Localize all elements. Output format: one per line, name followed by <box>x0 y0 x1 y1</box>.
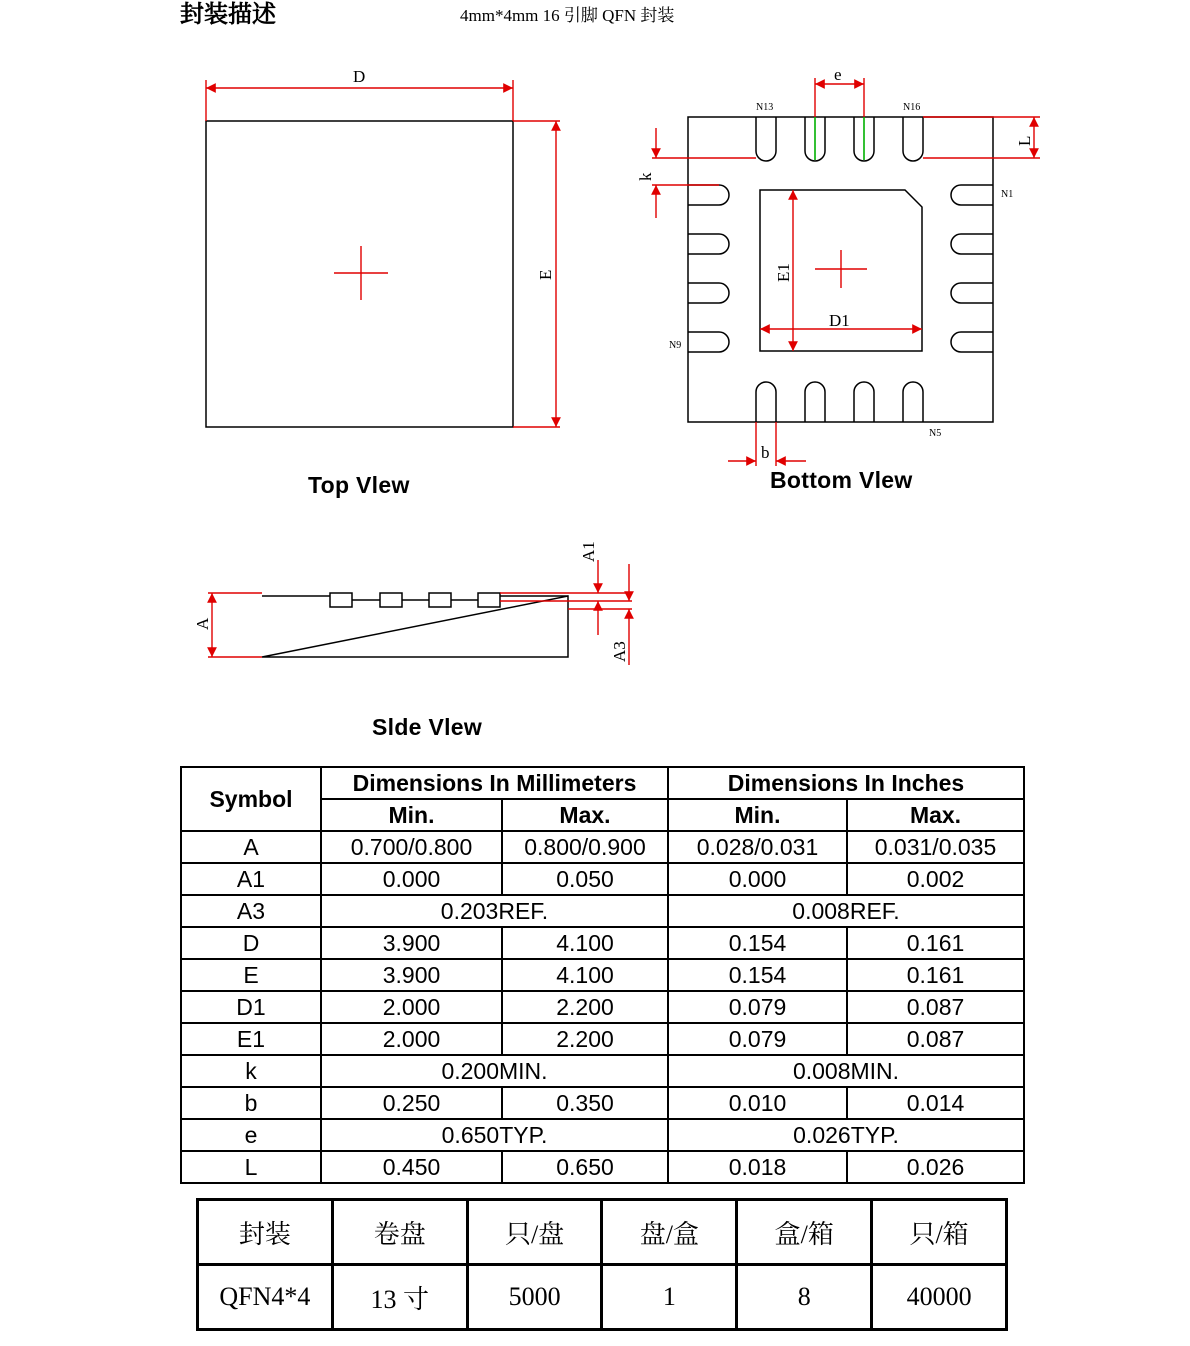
bottom-view-label: Bottom Vlew <box>770 467 913 493</box>
cell-mm-min: 0.700/0.800 <box>321 831 502 863</box>
cell-symbol: L <box>181 1151 321 1183</box>
pad-left-3 <box>688 283 729 303</box>
side-lead-2 <box>380 593 402 607</box>
cell-in-span: 0.008MIN. <box>668 1055 1024 1087</box>
pad-top-1 <box>756 117 776 161</box>
cell-symbol: D <box>181 927 321 959</box>
table-row <box>181 1119 1024 1151</box>
top-view-label: Top Vlew <box>308 472 410 498</box>
side-lead-4 <box>478 593 500 607</box>
cell-mm-max: 4.100 <box>502 959 668 991</box>
cell-symbol: E <box>181 959 321 991</box>
packing-header-pcs-per-reel: 只/盘 <box>467 1200 602 1265</box>
label-D: D <box>353 67 366 86</box>
pad-right-3 <box>951 283 993 303</box>
packing-header-boxes-per-carton: 盒/箱 <box>737 1200 872 1265</box>
cell-mm-min: 0.450 <box>321 1151 502 1183</box>
label-N1: N1 <box>1001 189 1014 200</box>
cell-mm-max: 0.800/0.900 <box>502 831 668 863</box>
cell-mm-max: 0.650 <box>502 1151 668 1183</box>
pad-right-1 <box>951 185 993 205</box>
cell-in-min: 0.018 <box>668 1151 847 1183</box>
header-symbol: Symbol <box>181 767 321 831</box>
header-inches: Dimensions In Inches <box>668 767 1024 799</box>
pad-top-4 <box>903 117 923 161</box>
pad-bottom-4 <box>903 382 923 422</box>
table-row <box>181 991 1024 1023</box>
pad-left-2 <box>688 234 729 254</box>
label-E1: E1 <box>774 263 793 282</box>
cell-in-max: 0.161 <box>847 927 1024 959</box>
cell-symbol: A <box>181 831 321 863</box>
cell-in-min: 0.000 <box>668 863 847 895</box>
package-subtitle: 4mm*4mm 16 引脚 QFN 封装 <box>460 6 675 25</box>
cell-in-max: 0.014 <box>847 1087 1024 1119</box>
table-row <box>181 959 1024 991</box>
packing-value-pcs-per-carton: 40000 <box>872 1265 1007 1330</box>
cell-mm-min: 2.000 <box>321 1023 502 1055</box>
side-view-label: Slde Vlew <box>372 714 483 740</box>
header-in-min: Min. <box>668 799 847 831</box>
packing-table <box>196 1198 1008 1331</box>
dimensions-table <box>180 766 1025 1184</box>
cell-in-max: 0.087 <box>847 991 1024 1023</box>
table-row <box>181 1023 1024 1055</box>
label-k: k <box>636 172 655 181</box>
packing-header-reels-per-box: 盘/盒 <box>602 1200 737 1265</box>
cell-symbol: e <box>181 1119 321 1151</box>
cell-in-min: 0.028/0.031 <box>668 831 847 863</box>
cell-in-max: 0.002 <box>847 863 1024 895</box>
label-N16: N16 <box>903 102 921 113</box>
top-view <box>206 80 560 427</box>
pad-left-4 <box>688 332 729 352</box>
cell-mm-span: 0.203REF. <box>321 895 668 927</box>
table-row <box>181 863 1024 895</box>
cell-mm-max: 4.100 <box>502 927 668 959</box>
cell-mm-min: 2.000 <box>321 991 502 1023</box>
table-row <box>181 1087 1024 1119</box>
cell-symbol: k <box>181 1055 321 1087</box>
label-L: L <box>1015 135 1034 146</box>
cell-in-min: 0.079 <box>668 991 847 1023</box>
side-view-body <box>262 596 568 657</box>
packing-value-reels-per-box: 1 <box>602 1265 737 1330</box>
cell-mm-max: 0.350 <box>502 1087 668 1119</box>
label-A3: A3 <box>610 641 629 662</box>
cell-in-min: 0.079 <box>668 1023 847 1055</box>
pad-bottom-3 <box>854 382 874 422</box>
cell-symbol: E1 <box>181 1023 321 1055</box>
pad-bottom-1 <box>756 382 776 422</box>
cell-in-max: 0.161 <box>847 959 1024 991</box>
label-b: b <box>761 443 770 462</box>
packing-header-reel: 卷盘 <box>332 1200 467 1265</box>
cell-mm-max: 0.050 <box>502 863 668 895</box>
section-title: 封装描述 <box>180 0 276 28</box>
table-row <box>181 831 1024 863</box>
cell-in-span: 0.026TYP. <box>668 1119 1024 1151</box>
cell-mm-min: 0.000 <box>321 863 502 895</box>
label-A1: A1 <box>579 541 598 562</box>
cell-in-max: 0.087 <box>847 1023 1024 1055</box>
table-row <box>181 1151 1024 1183</box>
label-e: e <box>834 65 842 84</box>
cell-mm-max: 2.200 <box>502 991 668 1023</box>
cell-in-span: 0.008REF. <box>668 895 1024 927</box>
table-row <box>181 895 1024 927</box>
cell-in-min: 0.010 <box>668 1087 847 1119</box>
cell-symbol: b <box>181 1087 321 1119</box>
side-view <box>262 593 568 657</box>
label-E: E <box>536 269 555 280</box>
header-in-max: Max. <box>847 799 1024 831</box>
side-lead-3 <box>429 593 451 607</box>
cell-mm-min: 3.900 <box>321 959 502 991</box>
packing-value-boxes-per-carton: 8 <box>737 1265 872 1330</box>
cell-symbol: A1 <box>181 863 321 895</box>
cell-mm-span: 0.200MIN. <box>321 1055 668 1087</box>
cell-mm-max: 2.200 <box>502 1023 668 1055</box>
table-row <box>181 1055 1024 1087</box>
cell-mm-min: 3.900 <box>321 927 502 959</box>
cell-symbol: D1 <box>181 991 321 1023</box>
cell-in-min: 0.154 <box>668 959 847 991</box>
packing-value-pcs-per-reel: 5000 <box>467 1265 602 1330</box>
label-N5: N5 <box>929 428 942 439</box>
cell-mm-min: 0.250 <box>321 1087 502 1119</box>
packing-header-package: 封装 <box>198 1200 333 1265</box>
label-A: A <box>193 617 212 630</box>
packing-value-package: QFN4*4 <box>198 1265 333 1330</box>
top-view-body <box>206 121 513 427</box>
cell-in-max: 0.026 <box>847 1151 1024 1183</box>
packing-value-reel: 13 寸 <box>332 1265 467 1330</box>
packing-header-pcs-per-carton: 只/箱 <box>872 1200 1007 1265</box>
cell-in-min: 0.154 <box>668 927 847 959</box>
pad-right-4 <box>951 332 993 352</box>
packing-header-row <box>198 1200 1007 1265</box>
pitch-highlight <box>815 117 864 160</box>
label-N13: N13 <box>756 102 774 113</box>
pad-bottom-2 <box>805 382 825 422</box>
header-millimeters: Dimensions In Millimeters <box>321 767 668 799</box>
header-mm-max: Max. <box>502 799 668 831</box>
cell-symbol: A3 <box>181 895 321 927</box>
packing-value-row <box>198 1265 1007 1330</box>
label-D1: D1 <box>829 311 850 330</box>
cell-mm-span: 0.650TYP. <box>321 1119 668 1151</box>
header-mm-min: Min. <box>321 799 502 831</box>
side-lead-1 <box>330 593 352 607</box>
cell-in-max: 0.031/0.035 <box>847 831 1024 863</box>
pad-left-1 <box>688 185 729 205</box>
label-N9: N9 <box>669 340 682 351</box>
table-row <box>181 927 1024 959</box>
pad-right-2 <box>951 234 993 254</box>
